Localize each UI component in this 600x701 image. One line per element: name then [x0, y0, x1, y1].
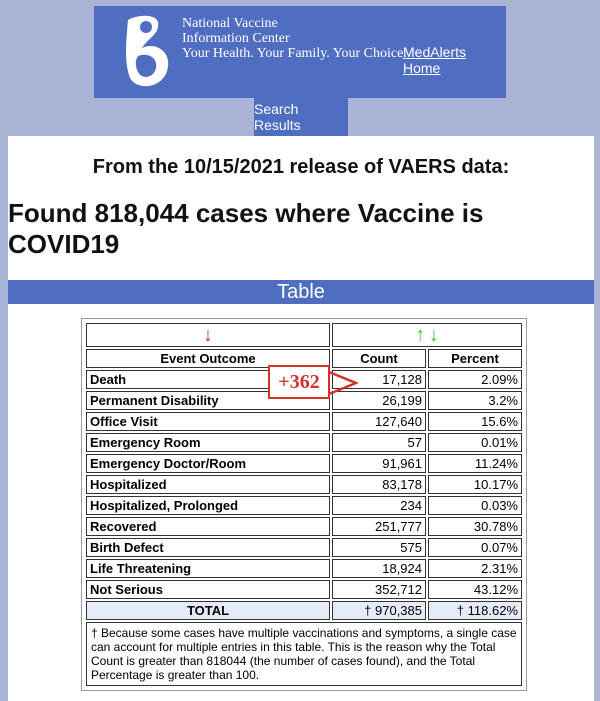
- row-count: 17,128: [332, 370, 426, 389]
- row-percent: 43.12%: [428, 580, 522, 599]
- row-percent: 3.2%: [428, 391, 522, 410]
- table-row: [86, 433, 522, 452]
- row-count: 127,640: [332, 412, 426, 431]
- total-count: † 970,385: [332, 601, 426, 620]
- header-percent[interactable]: Percent: [428, 349, 522, 368]
- table-row: [86, 580, 522, 599]
- row-label: Life Threatening: [86, 559, 330, 578]
- row-percent: 30.78%: [428, 517, 522, 536]
- row-percent: 10.17%: [428, 475, 522, 494]
- death-increase-annotation: +362: [268, 365, 330, 399]
- row-count: 575: [332, 538, 426, 557]
- sort-down-red-icon[interactable]: ↓: [203, 324, 213, 346]
- header-count[interactable]: Count: [332, 349, 426, 368]
- total-row: [86, 601, 522, 620]
- row-count: 352,712: [332, 580, 426, 599]
- footnote: † Because some cases have multiple vaccinations and symptoms, a single case can account for multiple entries in this table. This is the reason why the Total Count is greater than 818044 (the number of cases found), and the Total Percentage is greater than 100.: [86, 622, 522, 686]
- table-row: [86, 559, 522, 578]
- medalerts-home-link[interactable]: MedAlerts Home: [403, 44, 467, 76]
- count-sort-cell: [332, 323, 522, 347]
- org-name: [182, 16, 407, 61]
- annotation-pointer-icon: [328, 368, 358, 398]
- row-percent: 0.07%: [428, 538, 522, 557]
- row-label: Office Visit: [86, 412, 330, 431]
- release-heading: From the 10/15/2021 release of VAERS data:: [92, 156, 510, 178]
- table-row: [86, 454, 522, 473]
- row-count: 83,178: [332, 475, 426, 494]
- header-banner: [94, 6, 506, 98]
- row-count: 57: [332, 433, 426, 452]
- row-label: Death: [86, 370, 330, 389]
- row-percent: 15.6%: [428, 412, 522, 431]
- row-label: Emergency Room: [86, 433, 330, 452]
- row-count: 234: [332, 496, 426, 515]
- row-percent: 0.01%: [428, 433, 522, 452]
- total-percent: † 118.62%: [428, 601, 522, 620]
- org-line-1: National Vaccine: [182, 16, 278, 31]
- row-percent: 2.09%: [428, 370, 522, 389]
- row-count: 18,924: [332, 559, 426, 578]
- row-label: Not Serious: [86, 580, 330, 599]
- row-label: Emergency Doctor/Room: [86, 454, 330, 473]
- table-row: [86, 496, 522, 515]
- row-count: 26,199: [332, 391, 426, 410]
- section-title-bar: Table: [8, 280, 594, 304]
- row-percent: 0.03%: [428, 496, 522, 515]
- table-body: [86, 370, 522, 599]
- total-label: TOTAL: [86, 601, 330, 620]
- nvic-logo-icon: [108, 12, 178, 92]
- row-label: Hospitalized, Prolonged: [86, 496, 330, 515]
- row-percent: 2.31%: [428, 559, 522, 578]
- table-row: [86, 412, 522, 431]
- row-label: Recovered: [86, 517, 330, 536]
- row-label: Birth Defect: [86, 538, 330, 557]
- row-count: 251,777: [332, 517, 426, 536]
- row-percent: 11.24%: [428, 454, 522, 473]
- org-tagline: Your Health. Your Family. Your Choice.: [182, 46, 407, 61]
- table-row: [86, 538, 522, 557]
- results-panel: [8, 136, 594, 701]
- sort-down-green-icon[interactable]: ↓: [428, 324, 439, 346]
- org-line-2: Information Center: [182, 31, 290, 46]
- outcome-sort-cell: [86, 323, 330, 347]
- sort-up-green-icon[interactable]: ↑: [415, 324, 426, 346]
- tab-search-results[interactable]: Search Results: [254, 98, 348, 136]
- row-label: Permanent Disability: [86, 391, 330, 410]
- row-count: 91,961: [332, 454, 426, 473]
- table-row: [86, 517, 522, 536]
- header-event-outcome[interactable]: Event Outcome: [86, 349, 330, 368]
- table-row: [86, 475, 522, 494]
- found-heading: Found 818,044 cases where Vaccine is COVID19: [8, 198, 484, 259]
- row-label: Hospitalized: [86, 475, 330, 494]
